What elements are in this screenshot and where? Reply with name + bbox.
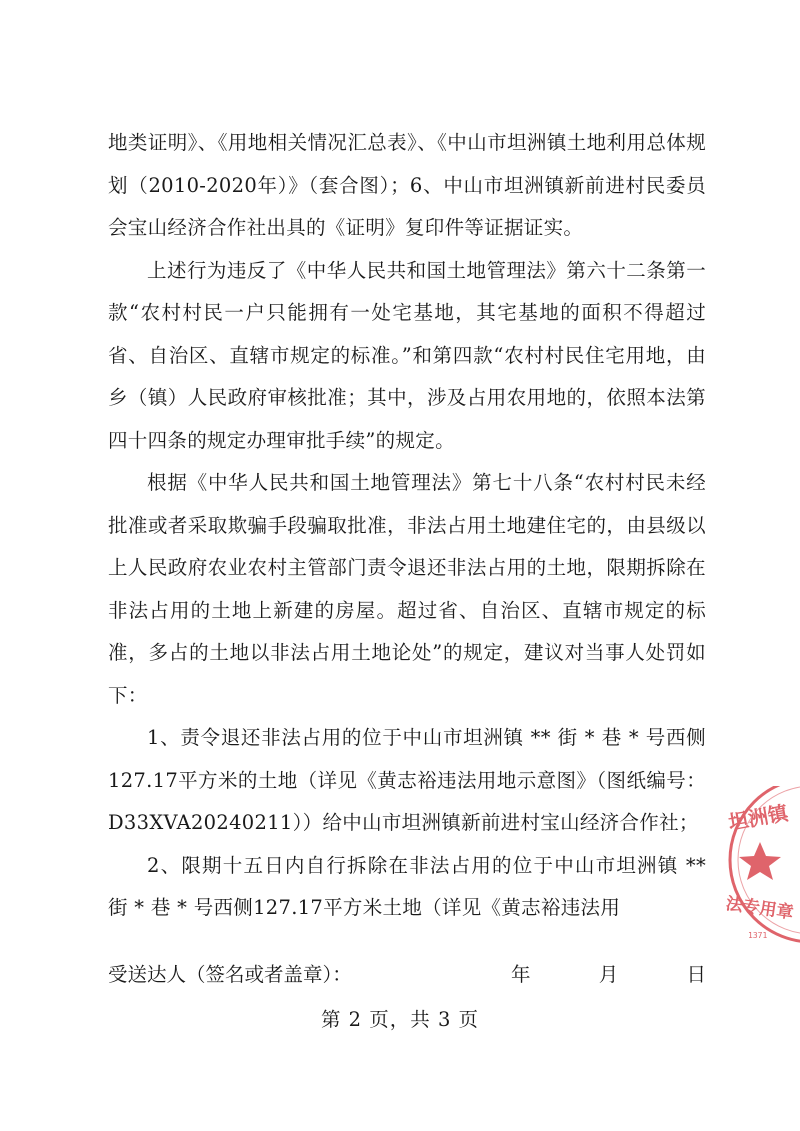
document-body — [108, 122, 706, 930]
paragraph-penalty-item-1: 1、责令退还非法占用的位于中山市坦洲镇 ** 街 * 巷 * 号西侧127.17平方米的土地（详见《黄志裕违法用地示意图》（图纸编号：D33XVA20240211））给中山市坦洲镇新前进村宝山经济合作社； — [108, 726, 706, 834]
official-seal-stamp — [722, 786, 800, 946]
paragraph-legal-basis: 根据《中华人民共和国土地管理法》第七十八条“农村村民未经批准或者采取欺骗手段骗取批准，非法占用土地建住宅的，由县级以上人民政府农业农村主管部门责令退还非法占用的土地，限期拆除在非法占用的土地上新建的房屋。超过省、自治区、直辖市规定的标准，多占的土地以非法占用土地论处”的规定，建议对当事人处罚如下： — [108, 471, 706, 707]
date-month-label: 月 — [598, 963, 619, 986]
date-day-label: 日 — [686, 963, 706, 986]
page-number: 第 2 页，共 3 页 — [320, 1008, 480, 1031]
seal-text-bottom: 法专用章 — [724, 894, 795, 924]
seal-icon — [722, 786, 800, 946]
signature-date — [511, 955, 706, 995]
seal-text-top: 坦洲镇 — [726, 800, 790, 835]
paragraph-violation-statement: 上述行为违反了《中华人民共和国土地管理法》第六十二条第一款“农村村民一户只能拥有一处宅基地，其宅基地的面积不得超过省、自治区、直辖市规定的标准。”和第四款“农村村民住宅用地，由乡（镇）人民政府审核批准；其中，涉及占用农用地的，依照本法第四十四条的规定办理审批手续”的规定。 — [108, 258, 706, 452]
seal-number: 1371 — [748, 931, 768, 940]
seal-star-icon — [739, 842, 781, 880]
paragraph-evidence-continuation: 地类证明》、《用地相关情况汇总表》、《中山市坦洲镇土地利用总体规划（2010-2020年）》（套合图）；6、中山市坦洲镇新前进村民委员会宝山经济合作社出具的《证明》复印件等证据证实。 — [108, 131, 706, 239]
paragraph-penalty-item-2: 2、限期十五日内自行拆除在非法占用的位于中山市坦洲镇 ** 街 * 巷 * 号西侧127.17平方米土地（详见《黄志裕违法用 — [108, 853, 706, 919]
recipient-signature-label: 受送达人（签名或者盖章）： — [108, 963, 352, 986]
date-year-label: 年 — [511, 963, 531, 986]
recipient-signature-line — [108, 955, 706, 995]
